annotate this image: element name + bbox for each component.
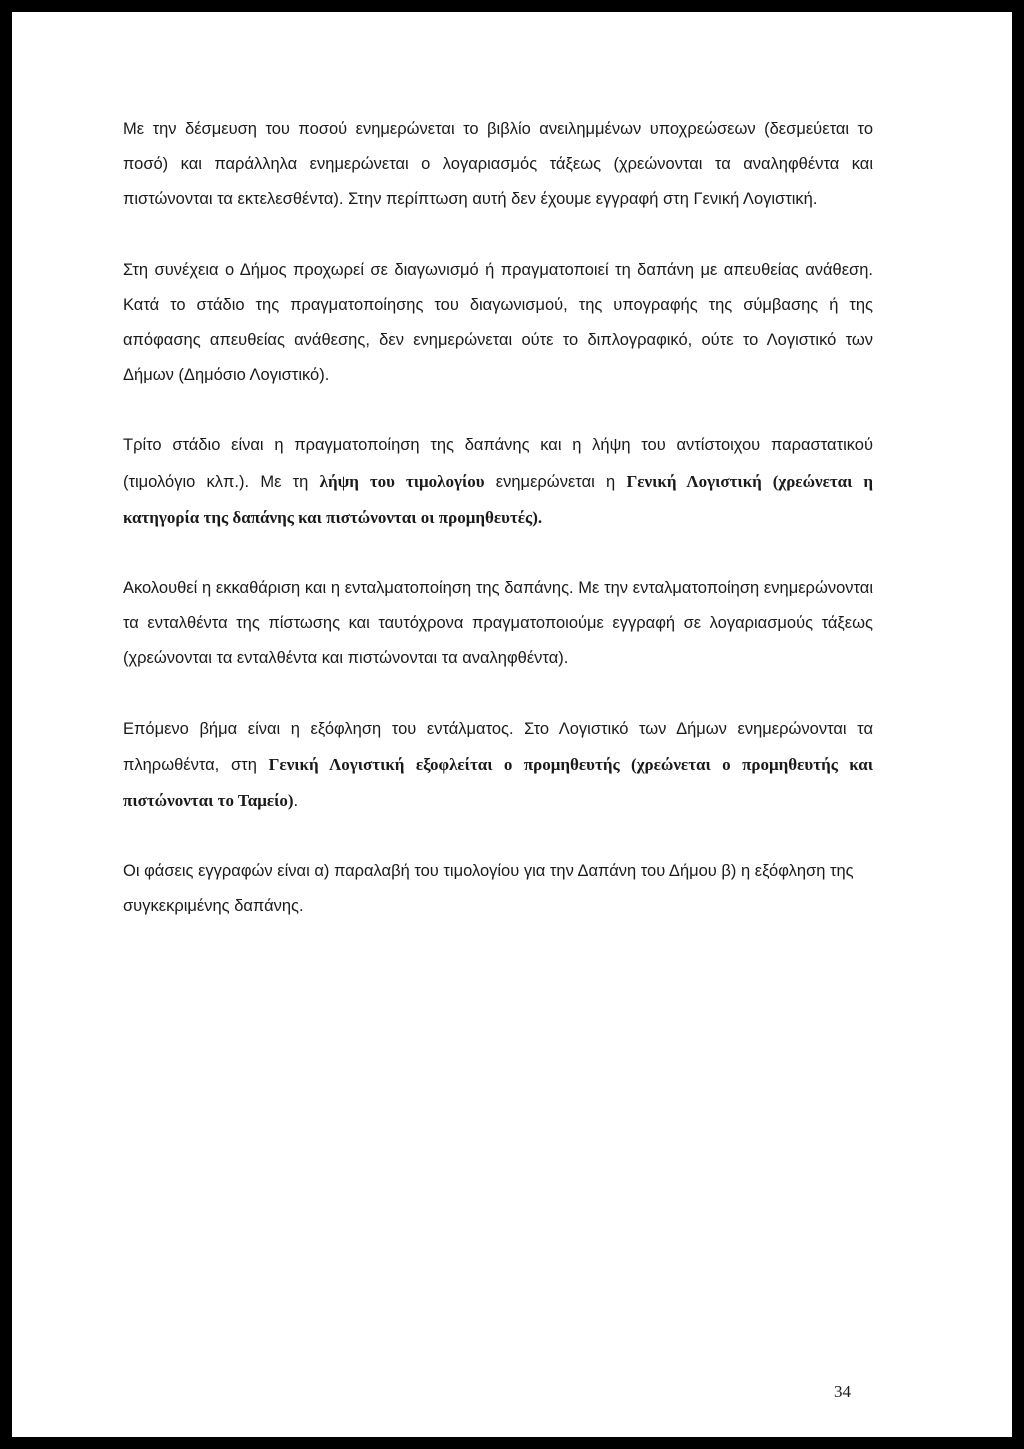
paragraph-4: Ακολουθεί η εκκαθάριση και η ενταλματοποίηση της δαπάνης. Με την ενταλματοποίηση ενημερώνονται τα ενταλθέντα της πίστωσης και ταυτόχρονα πραγματοποιούμε εγγραφή σε λογαριασμούς τάξεως (χρεώνονται τα ενταλθέντα και πιστώνονται τα αναληφθέντα). bbox=[123, 579, 873, 668]
paragraph-3 bbox=[123, 428, 873, 536]
paragraph-3-bold-invoice: λήψη του τιμολογίου bbox=[319, 471, 485, 491]
document-body bbox=[123, 112, 873, 960]
paragraph-5-bold-general-accounting: Γενική Λογιστική εξοφλείται ο προμηθευτής (χρεώνεται ο προμηθευτής και πιστώνονται το Ταμείο) bbox=[123, 754, 873, 811]
paragraph-3-text-a: Τρίτο στάδιο είναι η πραγματοποίηση της δαπάνης και η λήψη του αντίστοιχου παραστατικού (τιμολόγιο κλπ.). Με τη bbox=[123, 436, 873, 491]
paragraph-3-text-c: ενημερώνεται η bbox=[484, 472, 627, 491]
paragraph-2: Στη συνέχεια ο Δήμος προχωρεί σε διαγωνισμό ή πραγματοποιεί τη δαπάνη με απευθείας ανάθεση. Κατά το στάδιο της πραγματοποίησης του διαγωνισμού, της υπογραφής της σύμβασης ή της απόφασης απευθείας ανάθεσης, δεν ενημερώνεται ούτε το διπλογραφικό, ούτε το Λογιστικό των Δήμων (Δημόσιο Λογιστικό). bbox=[123, 260, 873, 385]
page-number: 34 bbox=[834, 1382, 851, 1401]
paragraph-3-bold-general-accounting: Γενική Λογιστική (χρεώνεται η κατηγορία της δαπάνης και πιστώνονται οι προμηθευτές). bbox=[123, 471, 873, 527]
paragraph-5 bbox=[123, 712, 873, 820]
document-page bbox=[12, 12, 1012, 1437]
paragraph-5-text-c: . bbox=[293, 792, 299, 811]
paragraph-5-text-a: Επόμενο βήμα είναι η εξόφληση του εντάλματος. Στο Λογιστικό των Δήμων ενημερώνονται τα πληρωθέντα, στη bbox=[123, 719, 873, 774]
paragraph-1: Με την δέσμευση του ποσού ενημερώνεται το βιβλίο ανειλημμένων υποχρεώσεων (δεσμεύεται το ποσό) και παράλληλα ενημερώνεται ο λογαριασμός τάξεως (χρεώνονται τα αναληφθέντα και πιστώνονται τα εκτελεσθέντα). Στην περίπτωση αυτή δεν έχουμε εγγραφή στη Γενική Λογιστική. bbox=[123, 120, 873, 209]
paragraph-6: Οι φάσεις εγγραφών είναι α) παραλαβή του τιμολογίου για την Δαπάνη του Δήμου β) η εξόφληση της συγκεκριμένης δαπάνης. bbox=[123, 862, 854, 916]
